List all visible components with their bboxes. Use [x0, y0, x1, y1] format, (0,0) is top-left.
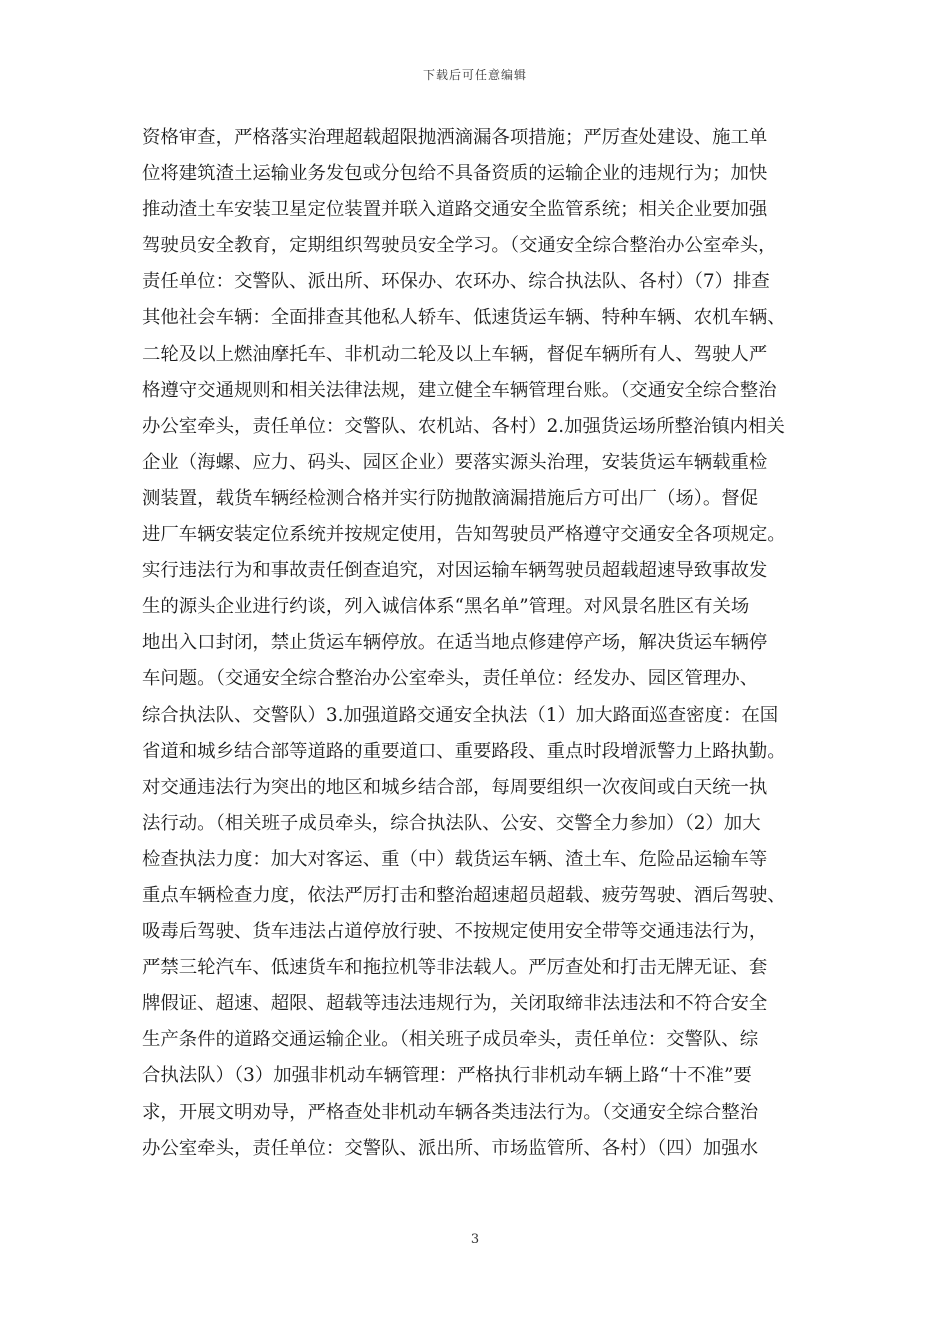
body-line: 资格审查，严格落实治理超载超限抛洒滴漏各项措施；严厉查处建设、施工单 — [142, 127, 768, 148]
body-line: 牌假证、超速、超限、超载等违法违规行为，关闭取缔非法违法和不符合安全 — [142, 993, 768, 1015]
body-line: 位将建筑渣土运输业务发包或分包给不具备资质的运输企业的违规行为；加快 — [142, 163, 768, 185]
body-line: 办公室牵头，责任单位：交警队、派出所、市场监管所、各村）（四）加强水 — [142, 1137, 759, 1159]
body-line: 地出入口封闭，禁止货运车辆停放。在适当地点修建停产场，解决货运车辆停 — [142, 632, 768, 654]
body-line: 生产条件的道路交通运输企业。（相关班子成员牵头，责任单位：交警队、综 — [142, 1029, 759, 1051]
body-line: 车问题。（交通安全综合整治办公室牵头，责任单位：经发办、园区管理办、 — [142, 668, 759, 690]
body-line: 实行违法行为和事故责任倒查追究，对因运输车辆驾驶员超载超速导致事故发 — [142, 560, 768, 582]
body-line: 对交通违法行为突出的地区和城乡结合部，每周要组织一次夜间或白天统一执 — [142, 776, 768, 798]
body-line: 合执法队）（3）加强非机动车辆管理：严格执行非机动车辆上路“十不准”要 — [142, 1065, 752, 1087]
body-line: 进厂车辆安装定位系统并按规定使用，告知驾驶员严格遵守交通安全各项规定。 — [142, 524, 786, 546]
body-line: 求，开展文明劝导，严格查处非机动车辆各类违法行为。（交通安全综合整治 — [142, 1101, 759, 1123]
body-line: 省道和城乡结合部等道路的重要道口、重要路段、重点时段增派警力上路执勤。 — [142, 740, 786, 762]
body-line: 严禁三轮汽车、低速货车和拖拉机等非法载人。严厉查处和打击无牌无证、套 — [142, 957, 768, 979]
body-line: 格遵守交通规则和相关法律法规，建立健全车辆管理台账。（交通安全综合整治 — [142, 379, 777, 401]
body-line: 其他社会车辆：全面排查其他私人轿车、低速货运车辆、特种车辆、农机车辆、 — [142, 307, 786, 329]
body-line: 企业（海螺、应力、码头、园区企业）要落实源头治理，安装货运车辆载重检 — [142, 451, 768, 473]
body-line: 综合执法队、交警队）3.加强道路交通安全执法（1）加大路面巡查密度：在国 — [142, 704, 779, 726]
body-line: 重点车辆检查力度，依法严厉打击和整治超速超员超载、疲劳驾驶、酒后驾驶、 — [142, 884, 786, 906]
body-line: 生的源头企业进行约谈，列入诚信体系“黑名单”管理。对风景名胜区有关场 — [142, 596, 750, 618]
body-line: 驾驶员安全教育，定期组织驾驶员安全学习。（交通安全综合整治办公室牵头， — [142, 235, 777, 257]
body-line: 法行动。（相关班子成员牵头，综合执法队、公安、交警全力参加）（2）加大 — [142, 812, 761, 834]
body-line: 测装置，载货车辆经检测合格并实行防抛散滴漏措施后方可出厂（场）。督促 — [142, 487, 759, 509]
body-line: 责任单位：交警队、派出所、环保办、农环办、综合执法队、各村）（7）排查 — [142, 271, 770, 293]
page-number: 3 — [470, 1232, 480, 1247]
body-line: 推动渣土车安装卫星定位装置并联入道路交通安全监管系统；相关企业要加强 — [142, 199, 768, 221]
body-line: 二轮及以上燃油摩托车、非机动二轮及以上车辆，督促车辆所有人、驾驶人严 — [142, 343, 768, 365]
body-line: 检查执法力度：加大对客运、重（中）载货运车辆、渣土车、危险品运输车等 — [142, 848, 768, 870]
document-body — [142, 120, 812, 1167]
body-line: 吸毒后驾驶、货车违法占道停放行驶、不按规定使用安全带等交通违法行为， — [142, 921, 768, 943]
body-line: 办公室牵头，责任单位：交警队、农机站、各村）2.加强货运场所整治镇内相关 — [142, 415, 785, 437]
page-header-note: 下载后可任意编辑 — [422, 68, 527, 82]
